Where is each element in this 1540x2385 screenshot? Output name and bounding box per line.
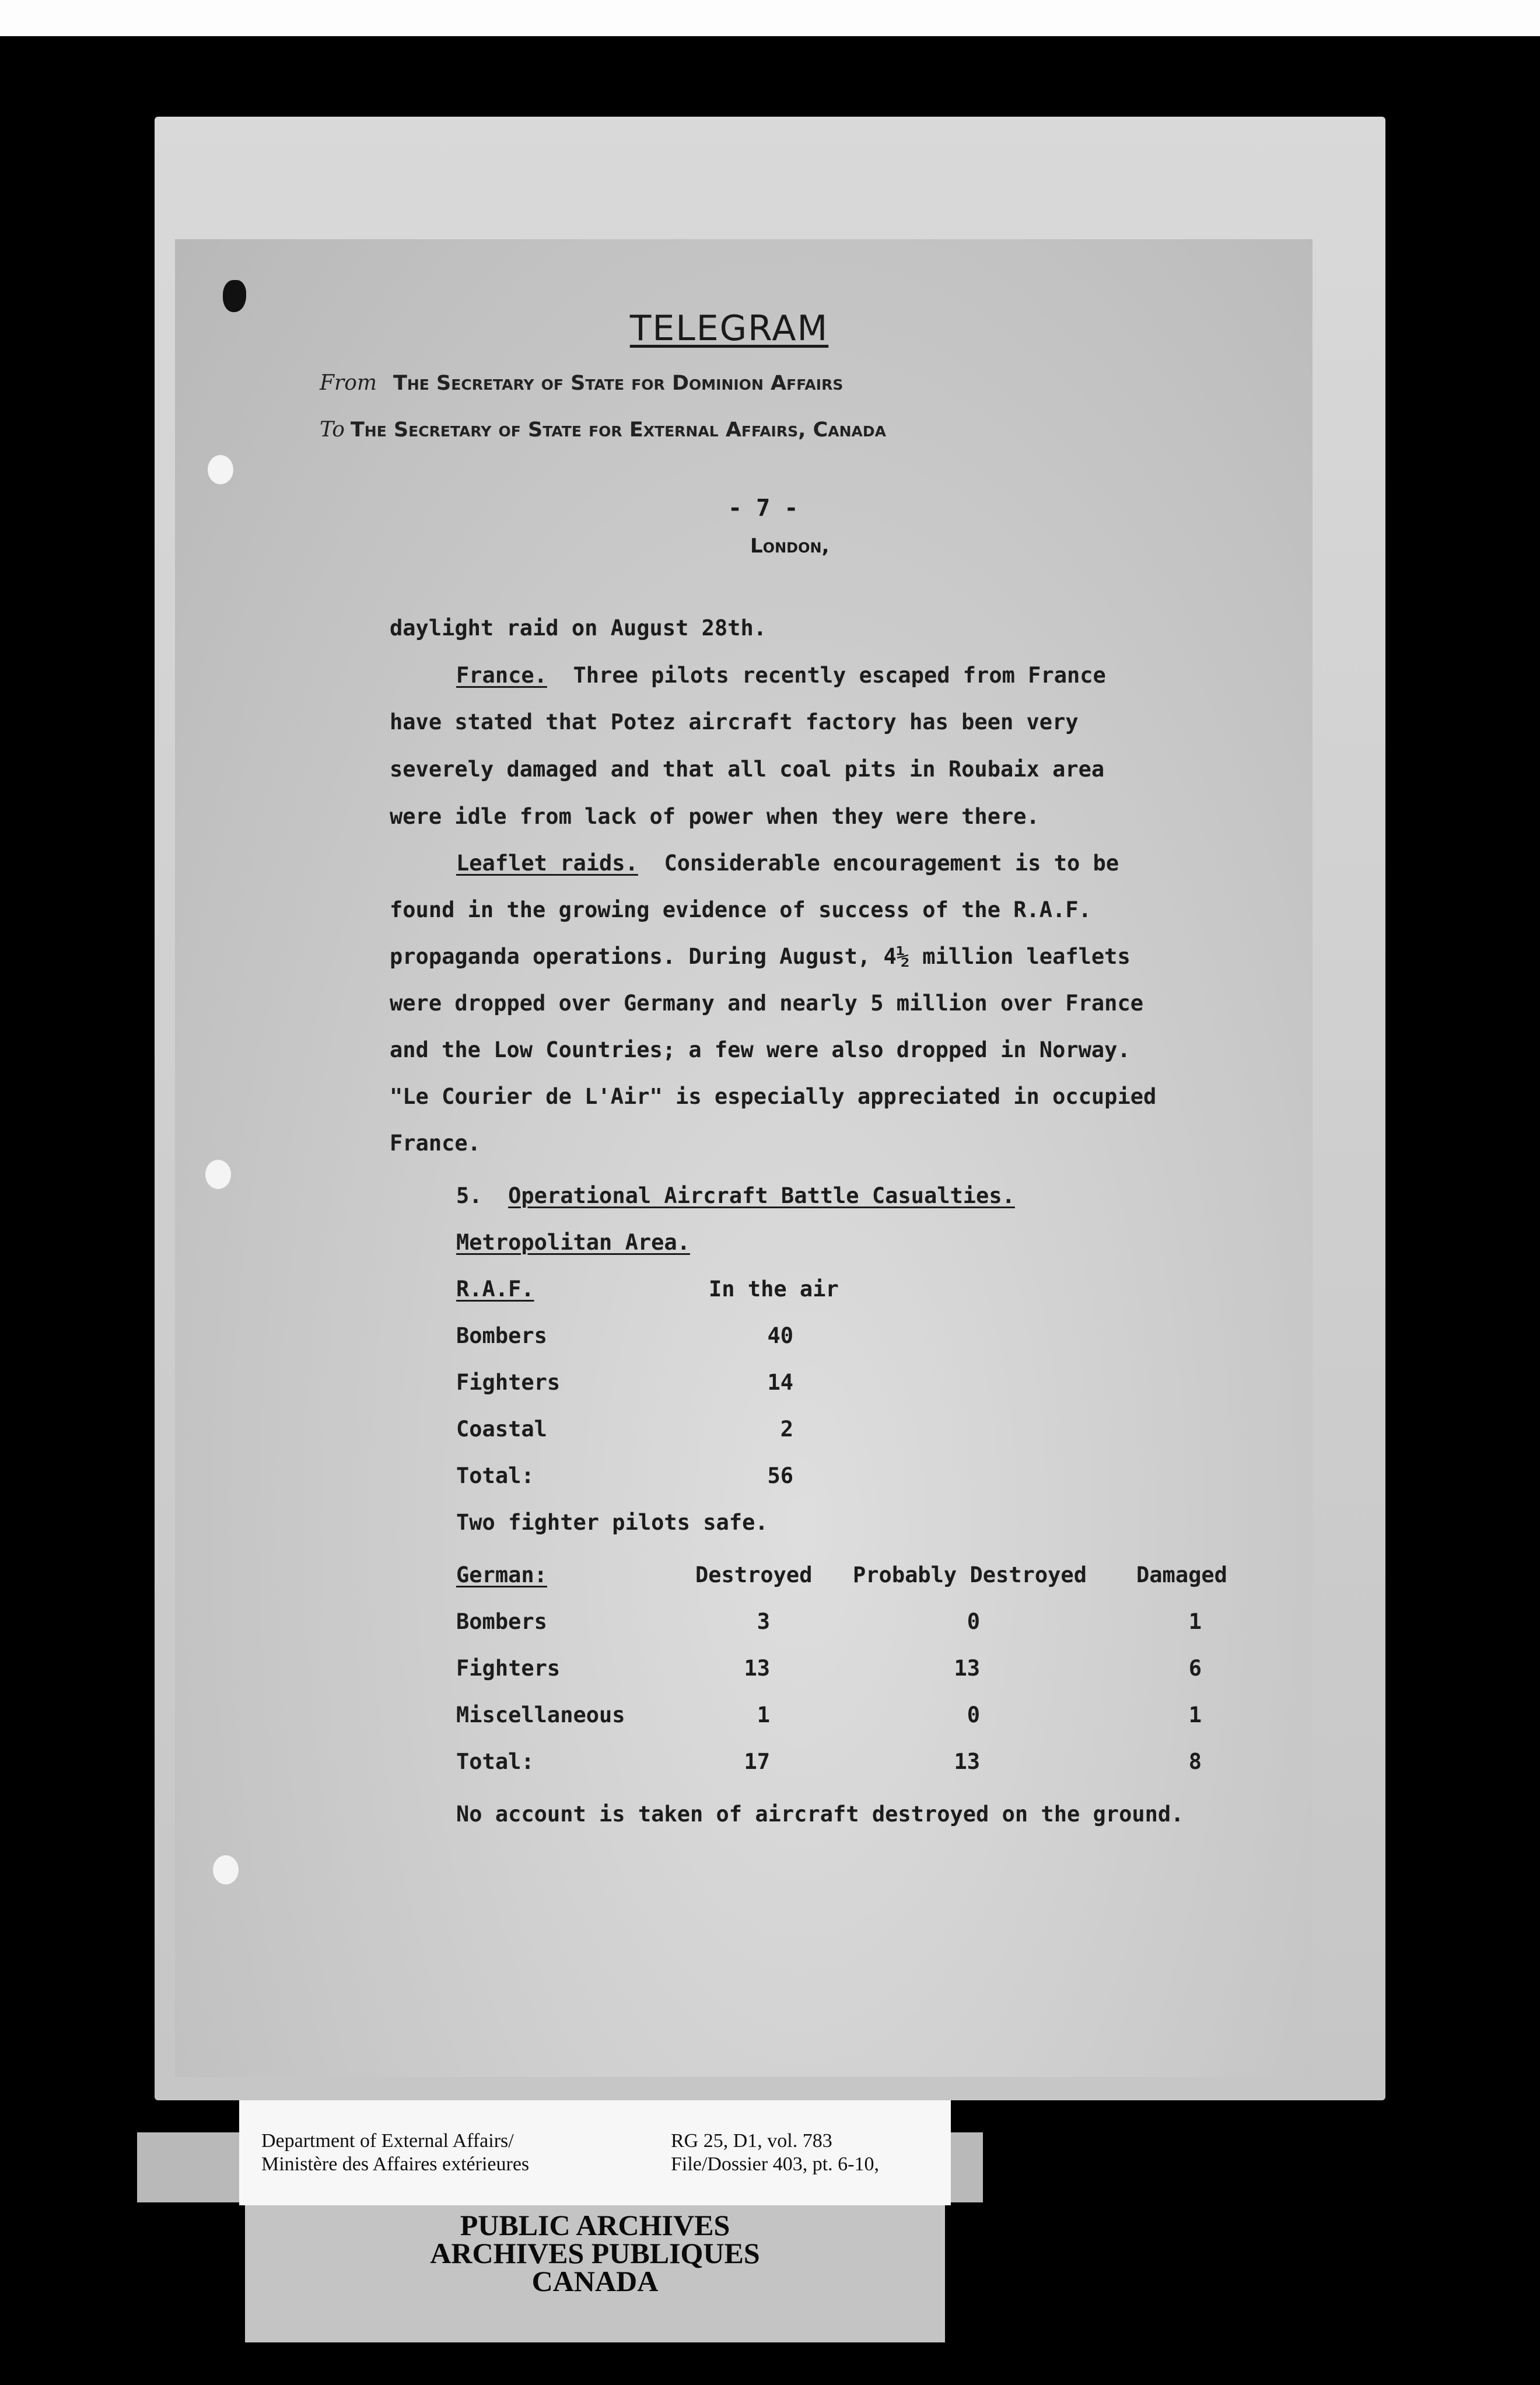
- department-line: Department of External Affairs/: [261, 2130, 514, 2152]
- body-line: France. Three pilots recently escaped from France: [456, 663, 1106, 688]
- german-row-label: Total:: [456, 1749, 534, 1774]
- area-heading: Metropolitan Area.: [456, 1230, 690, 1255]
- to-value: The Secretary of State for External Affairs, Canada: [350, 418, 886, 442]
- department-line: Ministère des Affaires extérieures: [261, 2153, 530, 2175]
- raf-row-label: Fighters: [456, 1370, 561, 1395]
- raf-header-col: In the air: [709, 1277, 839, 1302]
- reference-line: File/Dossier 403, pt. 6-10,: [671, 2153, 879, 2175]
- raf-row-value: 40: [767, 1323, 793, 1348]
- german-row-probably: 0: [967, 1609, 980, 1634]
- german-row-destroyed: 1: [757, 1702, 770, 1727]
- city-line: London,: [750, 534, 830, 558]
- german-note: No account is taken of aircraft destroyed on the ground.: [456, 1802, 1184, 1827]
- body-line: found in the growing evidence of success of the R.A.F.: [390, 897, 1091, 922]
- raf-note: Two fighter pilots safe.: [456, 1510, 768, 1535]
- german-row-probably: 13: [954, 1656, 980, 1681]
- german-row-label: Fighters: [456, 1656, 561, 1681]
- section-heading: [456, 1183, 1015, 1208]
- german-row-damaged: 1: [1188, 1609, 1202, 1634]
- body-line: were dropped over Germany and nearly 5 million over France: [390, 991, 1144, 1016]
- reference-block: [671, 2129, 879, 2176]
- body-line: were idle from lack of power when they were there.: [390, 804, 1040, 829]
- german-row-damaged: 1: [1188, 1702, 1202, 1727]
- archives-line: PUBLIC ARCHIVES: [460, 2209, 730, 2241]
- reference-line: RG 25, D1, vol. 783: [671, 2130, 832, 2152]
- german-row-destroyed: 13: [744, 1656, 770, 1681]
- to-line: [320, 418, 886, 442]
- german-row-destroyed: 3: [757, 1609, 770, 1634]
- raf-row-label: Coastal: [456, 1417, 547, 1442]
- from-value: The Secretary of State for Dominion Affairs: [393, 372, 844, 395]
- german-col-probably: Probably Destroyed: [853, 1562, 1087, 1587]
- german-col-destroyed: Destroyed: [695, 1562, 813, 1587]
- body-line: severely damaged and that all coal pits in Roubaix area: [390, 757, 1105, 782]
- from-line: [320, 371, 843, 395]
- department-block: [261, 2129, 529, 2176]
- german-row-damaged: 6: [1188, 1656, 1202, 1681]
- body-line: France.: [390, 1131, 481, 1156]
- heading-leaflet-raids: Leaflet raids.: [456, 851, 638, 876]
- german-row-label: Miscellaneous: [456, 1702, 625, 1727]
- body-line: Leaflet raids. Considerable encouragement is to be: [456, 851, 1119, 876]
- german-col-damaged: Damaged: [1136, 1562, 1227, 1587]
- from-label: From: [320, 371, 377, 395]
- raf-row-label: Total:: [456, 1463, 534, 1488]
- body-line: and the Low Countries; a few were also dropped in Norway.: [390, 1037, 1130, 1062]
- section-number: 5.: [456, 1183, 482, 1208]
- archives-line: ARCHIVES PUBLIQUES: [430, 2237, 760, 2269]
- german-row-destroyed: 17: [744, 1749, 770, 1774]
- raf-header-label: R.A.F.: [456, 1277, 534, 1302]
- heading-france: France.: [456, 663, 547, 688]
- german-row-label: Bombers: [456, 1609, 547, 1634]
- archives-line: CANADA: [531, 2265, 659, 2297]
- raf-row-value: 2: [780, 1417, 793, 1442]
- german-row-probably: 13: [954, 1749, 980, 1774]
- german-row-damaged: 8: [1188, 1749, 1202, 1774]
- body-line: propaganda operations. During August, 4½ million leaflets: [390, 944, 1130, 969]
- raf-row-label: Bombers: [456, 1323, 547, 1348]
- telegram-title: TELEGRAM: [629, 308, 829, 349]
- page-number: - 7 -: [728, 495, 799, 522]
- to-label: To: [320, 418, 345, 442]
- archive-reference-stamp: [239, 2100, 951, 2205]
- raf-row-value: 14: [767, 1370, 793, 1395]
- public-archives-label: [362, 2211, 828, 2295]
- section-title: Operational Aircraft Battle Casualties.: [508, 1183, 1015, 1208]
- body-line: "Le Courier de L'Air" is especially appreciated in occupied: [390, 1084, 1157, 1109]
- body-line: have stated that Potez aircraft factory has been very: [390, 709, 1079, 735]
- german-header-label: German:: [456, 1562, 547, 1587]
- german-row-probably: 0: [967, 1702, 980, 1727]
- raf-row-value: 56: [767, 1463, 793, 1488]
- body-line: daylight raid on August 28th.: [390, 616, 767, 641]
